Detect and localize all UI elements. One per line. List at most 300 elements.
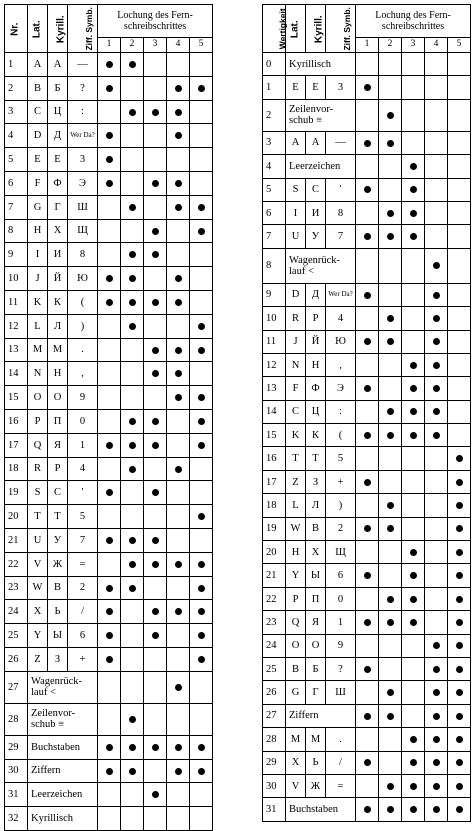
hole-cell-3 — [144, 457, 167, 481]
figure-symbol: 1 — [68, 433, 98, 457]
punched-hole-icon — [433, 806, 440, 813]
hole-cell-5 — [448, 353, 471, 376]
punched-hole-icon — [410, 806, 417, 813]
hole-cell-5 — [190, 528, 213, 552]
punched-hole-icon — [175, 132, 182, 139]
punched-hole-icon — [364, 385, 371, 392]
hole-cell-2 — [379, 470, 402, 493]
figure-symbol: — — [326, 131, 356, 154]
function-label: Buchstaben — [28, 735, 98, 759]
punched-hole-icon — [456, 759, 463, 766]
hole-cell-4 — [167, 290, 190, 314]
punched-hole-icon — [456, 549, 463, 556]
table-row — [263, 131, 471, 154]
hole-cell-2 — [121, 735, 144, 759]
punched-hole-icon — [175, 394, 182, 401]
hole-cell-1 — [356, 131, 379, 154]
hole-cell-1 — [356, 798, 379, 821]
cyrillic-char: П — [48, 409, 68, 433]
latin-char: D — [28, 124, 48, 148]
hole-cell-3 — [402, 517, 425, 540]
hole-cell-2 — [121, 552, 144, 576]
hole-cell-5 — [190, 647, 213, 671]
hole-cell-1 — [98, 53, 121, 77]
latin-char: C — [286, 400, 306, 423]
cyrillic-char: Л — [306, 494, 326, 517]
punched-hole-icon — [364, 432, 371, 439]
hole-cell-4 — [425, 353, 448, 376]
function-label: Zeilenvor- schub ≡ — [28, 703, 98, 735]
hole-cell-3 — [402, 564, 425, 587]
hole-cell-5 — [190, 100, 213, 124]
table-row — [263, 178, 471, 201]
hole-cell-1 — [356, 611, 379, 634]
punched-hole-icon — [129, 716, 136, 723]
cyrillic-char: У — [306, 225, 326, 248]
punched-hole-icon — [175, 684, 182, 691]
punched-hole-icon — [456, 713, 463, 720]
table-row — [5, 148, 213, 172]
punched-hole-icon — [387, 315, 394, 322]
figure-symbol: 2 — [326, 517, 356, 540]
figure-symbol: 8 — [68, 243, 98, 267]
punched-hole-icon — [410, 233, 417, 240]
hole-cell-4 — [167, 76, 190, 100]
cyrillic-char: С — [48, 481, 68, 505]
figure-symbol: . — [68, 338, 98, 362]
figure-symbol: Щ — [68, 219, 98, 243]
table-row — [263, 201, 471, 224]
punched-hole-icon — [456, 619, 463, 626]
hole-cell-5 — [190, 76, 213, 100]
punched-hole-icon — [387, 112, 394, 119]
table-row — [5, 53, 213, 77]
cyrillic-char: Ь — [306, 751, 326, 774]
hole-cell-2 — [379, 53, 402, 76]
punched-hole-icon — [198, 632, 205, 639]
code-value: 6 — [263, 201, 286, 224]
code-value: 17 — [263, 470, 286, 493]
hole-cell-3 — [144, 290, 167, 314]
row-number: 32 — [5, 807, 28, 831]
code-value: 18 — [263, 494, 286, 517]
hole-cell-2 — [379, 99, 402, 131]
hole-cell-5 — [448, 541, 471, 564]
hole-cell-4 — [167, 552, 190, 576]
latin-char: G — [286, 681, 306, 704]
row-number: 28 — [5, 703, 28, 735]
row-number: 6 — [5, 171, 28, 195]
table-row — [263, 681, 471, 704]
hole-cell-3 — [402, 634, 425, 657]
hole-cell-1 — [98, 807, 121, 831]
hole-cell-2 — [379, 377, 402, 400]
punched-hole-icon — [152, 608, 159, 615]
cyrillic-char: Ц — [306, 400, 326, 423]
punched-hole-icon — [387, 233, 394, 240]
hole-cell-1 — [356, 587, 379, 610]
hole-cell-1 — [98, 124, 121, 148]
row-number: 27 — [5, 671, 28, 703]
table-row — [263, 728, 471, 751]
hole-cell-3 — [144, 783, 167, 807]
table-row — [5, 171, 213, 195]
figure-symbol: 4 — [326, 307, 356, 330]
code-value: 8 — [263, 248, 286, 283]
hole-cell-4 — [167, 53, 190, 77]
hole-cell-4 — [167, 243, 190, 267]
hole-cell-3 — [144, 807, 167, 831]
punched-hole-icon — [364, 140, 371, 147]
hole-cell-5 — [448, 225, 471, 248]
punched-hole-icon — [198, 228, 205, 235]
hole-cell-2 — [121, 76, 144, 100]
figure-symbol: 1 — [326, 611, 356, 634]
hole-cell-4 — [425, 634, 448, 657]
table-row — [263, 248, 471, 283]
hole-cell-2 — [379, 798, 402, 821]
teleprinter-code-table-by-value — [262, 4, 471, 822]
position-4: 4 — [167, 38, 190, 53]
hole-cell-4 — [425, 201, 448, 224]
code-value: 25 — [263, 657, 286, 680]
position-3: 3 — [144, 38, 167, 53]
hole-cell-5 — [448, 307, 471, 330]
row-number: 10 — [5, 267, 28, 291]
hole-cell-2 — [121, 433, 144, 457]
punched-hole-icon — [106, 656, 113, 663]
punched-hole-icon — [456, 596, 463, 603]
table-row — [5, 528, 213, 552]
hole-cell-5 — [190, 505, 213, 529]
header-lochung — [98, 5, 213, 38]
punched-hole-icon — [106, 585, 113, 592]
figure-symbol: : — [68, 100, 98, 124]
figure-symbol: 4 — [68, 457, 98, 481]
figure-symbol: 7 — [326, 225, 356, 248]
table-row — [5, 362, 213, 386]
hole-cell-1 — [98, 195, 121, 219]
hole-cell-2 — [121, 576, 144, 600]
punched-hole-icon — [364, 619, 371, 626]
latin-char: S — [28, 481, 48, 505]
hole-cell-1 — [98, 735, 121, 759]
figure-symbol: ) — [326, 494, 356, 517]
hole-cell-3 — [144, 409, 167, 433]
cyrillic-char: Н — [48, 362, 68, 386]
punched-hole-icon — [456, 689, 463, 696]
code-value: 15 — [263, 424, 286, 447]
punched-hole-icon — [364, 186, 371, 193]
table-row — [5, 76, 213, 100]
latin-char: V — [286, 774, 306, 797]
hole-cell-4 — [167, 219, 190, 243]
hole-cell-3 — [402, 53, 425, 76]
position-5: 5 — [448, 38, 471, 53]
punched-hole-icon — [433, 315, 440, 322]
table-row — [263, 587, 471, 610]
position-5: 5 — [190, 38, 213, 53]
punched-hole-icon — [387, 502, 394, 509]
code-value: 3 — [263, 131, 286, 154]
latin-char: L — [28, 314, 48, 338]
hole-cell-5 — [190, 171, 213, 195]
hole-cell-4 — [167, 624, 190, 648]
table-row — [263, 774, 471, 797]
punched-hole-icon — [175, 275, 182, 282]
table-row — [5, 647, 213, 671]
hole-cell-4 — [425, 99, 448, 131]
table-row — [263, 798, 471, 821]
hole-cell-3 — [144, 671, 167, 703]
hole-cell-5 — [448, 657, 471, 680]
figure-symbol: Wer Da? — [326, 283, 356, 306]
hole-cell-1 — [98, 219, 121, 243]
table-row — [5, 386, 213, 410]
hole-cell-3 — [144, 647, 167, 671]
hole-cell-1 — [98, 576, 121, 600]
cyrillic-char: Б — [48, 76, 68, 100]
cyrillic-char: Я — [48, 433, 68, 457]
hole-cell-3 — [402, 283, 425, 306]
cyrillic-char: Т — [48, 505, 68, 529]
cyrillic-char: О — [306, 634, 326, 657]
hole-cell-3 — [402, 178, 425, 201]
position-4: 4 — [425, 38, 448, 53]
cyrillic-char: Г — [48, 195, 68, 219]
function-label: Zeilenvor- schub ≡ — [286, 99, 356, 131]
latin-char: A — [286, 131, 306, 154]
table-row — [263, 307, 471, 330]
figure-symbol: ( — [68, 290, 98, 314]
cyrillic-char: И — [48, 243, 68, 267]
punched-hole-icon — [364, 338, 371, 345]
punched-hole-icon — [198, 768, 205, 775]
cyrillic-char: К — [306, 424, 326, 447]
hole-cell-2 — [121, 528, 144, 552]
table-row — [5, 600, 213, 624]
punched-hole-icon — [364, 759, 371, 766]
hole-cell-3 — [402, 155, 425, 178]
punched-hole-icon — [410, 619, 417, 626]
hole-cell-2 — [121, 53, 144, 77]
hole-cell-3 — [402, 424, 425, 447]
function-label: Kyrillisch — [28, 807, 98, 831]
hole-cell-4 — [167, 100, 190, 124]
hole-cell-3 — [144, 219, 167, 243]
cyrillic-char: О — [48, 386, 68, 410]
cyrillic-char: Н — [306, 353, 326, 376]
punched-hole-icon — [152, 561, 159, 568]
latin-char: F — [286, 377, 306, 400]
hole-cell-1 — [98, 243, 121, 267]
hole-cell-3 — [402, 494, 425, 517]
code-value: 9 — [263, 283, 286, 306]
figure-symbol: Э — [326, 377, 356, 400]
row-number: 23 — [5, 576, 28, 600]
code-value: 2 — [263, 99, 286, 131]
punched-hole-icon — [456, 806, 463, 813]
hole-cell-1 — [356, 517, 379, 540]
hole-cell-5 — [190, 457, 213, 481]
punched-hole-icon — [106, 489, 113, 496]
latin-char: B — [28, 76, 48, 100]
hole-cell-1 — [98, 171, 121, 195]
hole-cell-1 — [356, 400, 379, 423]
hole-cell-4 — [167, 671, 190, 703]
latin-char: P — [286, 587, 306, 610]
cyrillic-char: Й — [48, 267, 68, 291]
table-row — [263, 330, 471, 353]
row-number: 19 — [5, 481, 28, 505]
figure-symbol: Ю — [326, 330, 356, 353]
hole-cell-4 — [167, 195, 190, 219]
hole-cell-1 — [98, 703, 121, 735]
hole-cell-4 — [167, 647, 190, 671]
table-row — [263, 99, 471, 131]
punched-hole-icon — [433, 713, 440, 720]
figure-symbol: 8 — [326, 201, 356, 224]
latin-char: Q — [286, 611, 306, 634]
hole-cell-5 — [448, 283, 471, 306]
hole-cell-4 — [167, 481, 190, 505]
hole-cell-5 — [448, 330, 471, 353]
row-number: 9 — [5, 243, 28, 267]
punched-hole-icon — [410, 408, 417, 415]
punched-hole-icon — [433, 408, 440, 415]
table-row — [5, 576, 213, 600]
latin-char: D — [286, 283, 306, 306]
hole-cell-3 — [144, 433, 167, 457]
figure-symbol: Ю — [68, 267, 98, 291]
hole-cell-5 — [190, 481, 213, 505]
hole-cell-4 — [425, 330, 448, 353]
punched-hole-icon — [387, 338, 394, 345]
hole-cell-5 — [190, 219, 213, 243]
punched-hole-icon — [364, 292, 371, 299]
hole-cell-1 — [98, 433, 121, 457]
table-row — [5, 433, 213, 457]
latin-char: H — [286, 541, 306, 564]
hole-cell-5 — [448, 564, 471, 587]
hole-cell-2 — [379, 155, 402, 178]
cyrillic-char: Й — [306, 330, 326, 353]
latin-char: E — [286, 76, 306, 99]
header-ziff-symb: Ziff. Symb. — [326, 5, 356, 53]
hole-cell-4 — [425, 155, 448, 178]
cyrillic-char: Р — [48, 457, 68, 481]
hole-cell-1 — [98, 409, 121, 433]
hole-cell-3 — [144, 195, 167, 219]
figure-symbol: , — [326, 353, 356, 376]
header-lochung-line1: Lochung des Fern- — [117, 9, 193, 21]
hole-cell-1 — [356, 53, 379, 76]
hole-cell-1 — [356, 377, 379, 400]
row-number: 20 — [5, 505, 28, 529]
hole-cell-3 — [144, 148, 167, 172]
punched-hole-icon — [106, 632, 113, 639]
hole-cell-1 — [98, 362, 121, 386]
hole-cell-5 — [448, 424, 471, 447]
hole-cell-2 — [379, 657, 402, 680]
hole-cell-4 — [425, 225, 448, 248]
punched-hole-icon — [152, 180, 159, 187]
hole-cell-3 — [144, 552, 167, 576]
punched-hole-icon — [198, 204, 205, 211]
code-value: 7 — [263, 225, 286, 248]
punched-hole-icon — [198, 585, 205, 592]
table-row — [5, 552, 213, 576]
punched-hole-icon — [456, 642, 463, 649]
punched-hole-icon — [410, 759, 417, 766]
hole-cell-5 — [448, 774, 471, 797]
hole-cell-3 — [402, 76, 425, 99]
punched-hole-icon — [152, 228, 159, 235]
punched-hole-icon — [175, 744, 182, 751]
row-number: 17 — [5, 433, 28, 457]
latin-char: R — [286, 307, 306, 330]
hole-cell-1 — [98, 624, 121, 648]
punched-hole-icon — [198, 442, 205, 449]
figure-symbol: — — [68, 53, 98, 77]
punched-hole-icon — [129, 204, 136, 211]
table-row — [263, 283, 471, 306]
punched-hole-icon — [364, 713, 371, 720]
hole-cell-1 — [356, 330, 379, 353]
latin-char: O — [286, 634, 306, 657]
latin-char: E — [28, 148, 48, 172]
figure-symbol: ' — [68, 481, 98, 505]
hole-cell-3 — [144, 735, 167, 759]
punched-hole-icon — [387, 689, 394, 696]
header-lat: Lat. — [28, 5, 48, 53]
hole-cell-4 — [167, 759, 190, 783]
table-row — [263, 517, 471, 540]
row-number: 16 — [5, 409, 28, 433]
hole-cell-2 — [121, 409, 144, 433]
punched-hole-icon — [410, 186, 417, 193]
hole-cell-5 — [448, 76, 471, 99]
hole-cell-3 — [402, 587, 425, 610]
hole-cell-5 — [190, 624, 213, 648]
hole-cell-2 — [121, 148, 144, 172]
hole-cell-5 — [448, 470, 471, 493]
punched-hole-icon — [364, 572, 371, 579]
latin-char: B — [286, 657, 306, 680]
hole-cell-4 — [425, 774, 448, 797]
code-value: 12 — [263, 353, 286, 376]
header-kyrill: Kyrill. — [48, 5, 68, 53]
hole-cell-5 — [448, 53, 471, 76]
code-value: 4 — [263, 155, 286, 178]
punched-hole-icon — [198, 561, 205, 568]
figure-symbol: Wer Da? — [68, 124, 98, 148]
figure-symbol: 0 — [68, 409, 98, 433]
hole-cell-5 — [448, 611, 471, 634]
table-row — [263, 53, 471, 76]
punched-hole-icon — [175, 768, 182, 775]
punched-hole-icon — [433, 736, 440, 743]
hole-cell-2 — [379, 728, 402, 751]
hole-cell-2 — [379, 76, 402, 99]
punched-hole-icon — [129, 299, 136, 306]
hole-cell-4 — [167, 783, 190, 807]
code-value: 21 — [263, 564, 286, 587]
figure-symbol: + — [326, 470, 356, 493]
hole-cell-5 — [190, 195, 213, 219]
hole-cell-2 — [121, 703, 144, 735]
hole-cell-3 — [402, 541, 425, 564]
